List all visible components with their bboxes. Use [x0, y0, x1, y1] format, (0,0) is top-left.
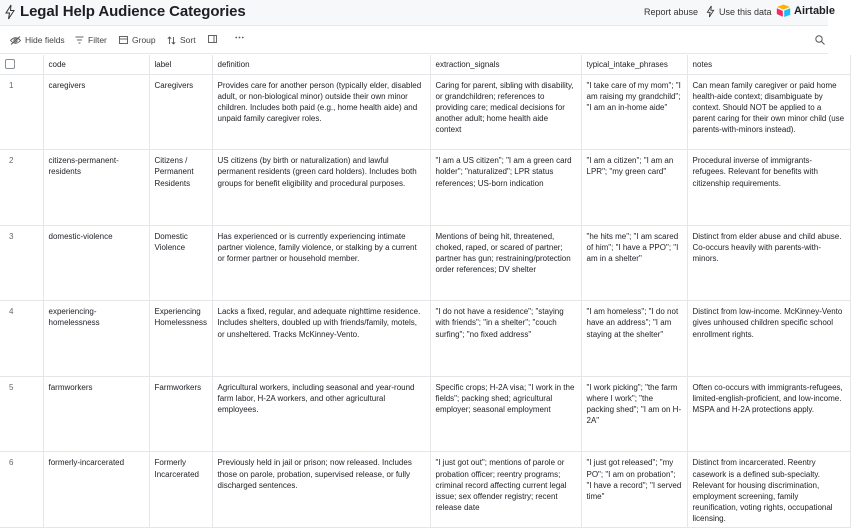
cell-label[interactable]: Domestic Violence: [149, 225, 212, 301]
cell-notes[interactable]: Distinct from incarcerated. Reentry casework is a defined sub-specialty. Relevant for housing discrimination, employment screening, family reunification, voting rights, occupational licensing.: [687, 452, 850, 528]
column-header-typical-intake-phrases[interactable]: typical_intake_phrases: [581, 55, 687, 74]
table-row[interactable]: [0, 150, 850, 226]
airtable-brand-link[interactable]: [776, 4, 835, 17]
cell-typical-intake-phrases[interactable]: "he hits me"; "I am scared of him"; "I have a PPO"; "I am in a shelter": [581, 225, 687, 301]
hide-fields-button[interactable]: [10, 35, 65, 45]
cell-label[interactable]: Citizens / Permanent Residents: [149, 150, 212, 226]
filter-button[interactable]: [75, 35, 107, 45]
cell-definition[interactable]: Agricultural workers, including seasonal and year-round farm labor, H-2A workers, and other agricultural employees.: [212, 376, 430, 452]
cell-typical-intake-phrases[interactable]: "I work picking"; "the farm where I work"; "the packing shed"; "I am on H-2A": [581, 376, 687, 452]
bolt-outline-icon: [706, 6, 715, 17]
records-table: [0, 55, 851, 528]
cell-definition[interactable]: Previously held in jail or prison; now released. Includes those on parole, probation, supervised release, or fully discharged sentences.: [212, 452, 430, 528]
cell-definition[interactable]: Provides care for another person (typically elder, disabled adult, or non-biological minor) outside their own minor children. Includes both paid (e.g., home health aide) and unpaid family caregiver roles.: [212, 74, 430, 150]
view-toolbar: [0, 30, 828, 54]
cell-extraction-signals[interactable]: "I just got out"; mentions of parole or probation officer; reentry programs; criminal record affecting current legal issue; sex offender registry; recent release date: [430, 452, 581, 528]
page-title: Legal Help Audience Categories: [20, 3, 246, 20]
bolt-icon: [5, 5, 15, 19]
select-all-cell: [0, 55, 43, 74]
header-row: [0, 55, 850, 74]
cell-typical-intake-phrases[interactable]: "I just got released"; "my PO"; "I am on probation"; "I have a record"; "I served time": [581, 452, 687, 528]
cell-definition[interactable]: Has experienced or is currently experiencing intimate partner violence, family violence, or stalking by a current or former partner or household member.: [212, 225, 430, 301]
row-number: 2: [0, 150, 43, 226]
cell-notes[interactable]: Often co-occurs with immigrants-refugees, limited-english-proficient, and low-income. MSPA and H-2A protections apply.: [687, 376, 850, 452]
cell-label[interactable]: Caregivers: [149, 74, 212, 150]
more-options-button[interactable]: [235, 33, 244, 42]
column-header-code[interactable]: code: [43, 55, 149, 74]
select-all-checkbox[interactable]: [5, 59, 15, 69]
records-grid: [0, 55, 845, 524]
group-button[interactable]: [119, 35, 156, 45]
cell-label[interactable]: Experiencing Homelessness: [149, 301, 212, 377]
filter-label: Filter: [88, 35, 107, 45]
column-header-label[interactable]: label: [149, 55, 212, 74]
cell-notes[interactable]: Can mean family caregiver or paid home health-aide context; disambiguate by context. Should NOT be applied to a parent caring for their own minor child (use parents-with-minors instead).: [687, 74, 850, 150]
row-height-button[interactable]: [208, 35, 217, 43]
cell-definition[interactable]: US citizens (by birth or naturalization) and lawful permanent residents (green card holders). Includes both groups for benefit eligibility and procedural purposes.: [212, 150, 430, 226]
more-horizontal-icon: [235, 33, 244, 42]
cell-code[interactable]: citizens-permanent-residents: [43, 150, 149, 226]
group-label: Group: [132, 35, 156, 45]
table-row[interactable]: [0, 301, 850, 377]
eye-off-icon: [10, 36, 21, 45]
row-height-icon: [208, 35, 217, 43]
cell-typical-intake-phrases[interactable]: "I am homeless"; "I do not have an address"; "I am staying at the shelter": [581, 301, 687, 377]
sort-button[interactable]: [167, 35, 196, 45]
cell-typical-intake-phrases[interactable]: "I am a citizen"; "I am an LPR"; "my green card": [581, 150, 687, 226]
cell-label[interactable]: Formerly Incarcerated: [149, 452, 212, 528]
airtable-brand-label: Airtable: [794, 4, 835, 17]
cell-notes[interactable]: Procedural inverse of immigrants-refugees. Relevant for benefits with citizenship requirements.: [687, 150, 850, 226]
airtable-logo-icon: [776, 4, 791, 17]
app-header: [0, 0, 835, 26]
cell-code[interactable]: formerly-incarcerated: [43, 452, 149, 528]
group-icon: [119, 36, 128, 44]
table-row[interactable]: [0, 74, 850, 150]
cell-label[interactable]: Farmworkers: [149, 376, 212, 452]
cell-notes[interactable]: Distinct from low-income. McKinney-Vento gives unhoused children specific school enrollment rights.: [687, 301, 850, 377]
table-row[interactable]: [0, 225, 850, 301]
search-button[interactable]: [815, 35, 825, 45]
cell-typical-intake-phrases[interactable]: "I take care of my mom"; "I am raising my grandchild"; "I am an in-home aide": [581, 74, 687, 150]
cell-definition[interactable]: Lacks a fixed, regular, and adequate nighttime residence. Includes shelters, doubled up with friends/family, motels, or unsheltered. Tracks McKinney-Vento.: [212, 301, 430, 377]
column-header-definition[interactable]: definition: [212, 55, 430, 74]
cell-code[interactable]: caregivers: [43, 74, 149, 150]
cell-extraction-signals[interactable]: "I am a US citizen"; "I am a green card holder"; "naturalized"; LPR status references; US-born indication: [430, 150, 581, 226]
row-number: 4: [0, 301, 43, 377]
row-number: 5: [0, 376, 43, 452]
cell-code[interactable]: experiencing-homelessness: [43, 301, 149, 377]
cell-extraction-signals[interactable]: Specific crops; H-2A visa; "I work in the fields"; packing shed; agricultural employer; seasonal employment: [430, 376, 581, 452]
column-header-notes[interactable]: notes: [687, 55, 850, 74]
sort-icon: [167, 36, 176, 45]
report-abuse-link[interactable]: Report abuse: [644, 7, 699, 17]
table-row[interactable]: [0, 452, 850, 528]
search-icon: [815, 35, 825, 45]
cell-extraction-signals[interactable]: Mentions of being hit, threatened, choked, raped, or scared of partner; partner has gun; restraining/protection order references; DV shelter: [430, 225, 581, 301]
cell-code[interactable]: farmworkers: [43, 376, 149, 452]
sort-label: Sort: [180, 35, 196, 45]
filter-icon: [75, 36, 84, 44]
cell-extraction-signals[interactable]: Caring for parent, sibling with disability, or grandchildren; references to providing care; medical decisions for another adult; home health aide context: [430, 74, 581, 150]
use-this-data-label: Use this data: [719, 6, 772, 17]
cell-extraction-signals[interactable]: "I do not have a residence"; "staying with friends"; "in a shelter"; "couch surfing"; "no fixed address": [430, 301, 581, 377]
table-row[interactable]: [0, 376, 850, 452]
row-number: 3: [0, 225, 43, 301]
cell-notes[interactable]: Distinct from elder abuse and child abuse. Co-occurs heavily with parents-with-minors.: [687, 225, 850, 301]
hide-fields-label: Hide fields: [25, 35, 65, 45]
row-number: 1: [0, 74, 43, 150]
use-this-data-button[interactable]: [706, 6, 772, 17]
row-number: 6: [0, 452, 43, 528]
column-header-extraction-signals[interactable]: extraction_signals: [430, 55, 581, 74]
cell-code[interactable]: domestic-violence: [43, 225, 149, 301]
